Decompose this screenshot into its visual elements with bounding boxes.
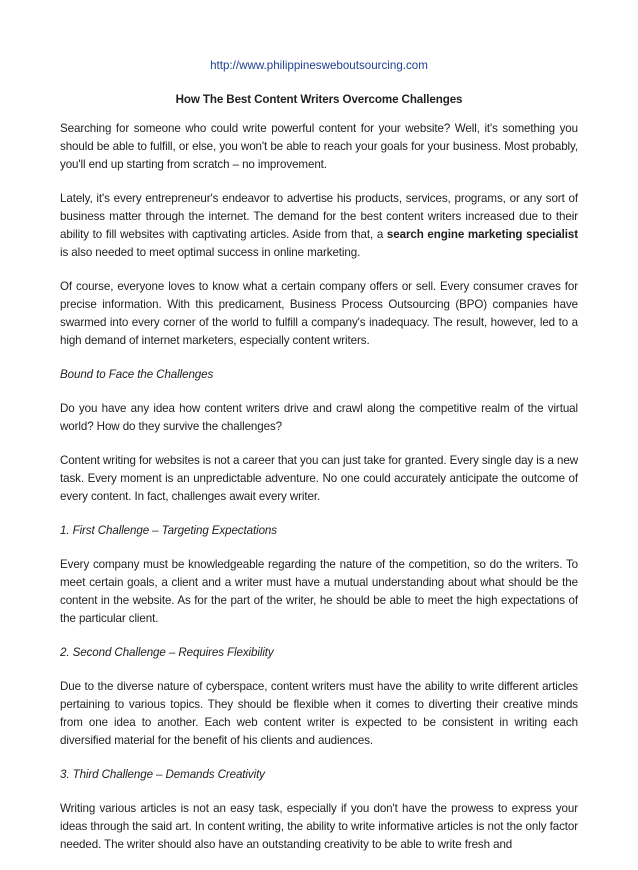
paragraph-intro: Searching for someone who could write powerful content for your website? Well, it's something you should be able to fulfill, or else, you won't be able to reach your goals for your business. Most probably, you'll end up starting from scratch – no improvement. [60, 122, 578, 171]
paragraph-entrepreneur [60, 190, 578, 262]
section-heading-challenges: Bound to Face the Challenges [60, 368, 214, 381]
section-heading-second-challenge: 2. Second Challenge – Requires Flexibility [60, 646, 274, 659]
paragraph-career: Content writing for websites is not a career that you can just take for granted. Every single day is a new task. Every moment is an unpredictable adventure. No one could accurately anticipate the outcome of every content. In fact, challenges await every writer. [60, 454, 578, 503]
article-title: How The Best Content Writers Overcome Challenges [175, 93, 463, 106]
paragraph-second-challenge: Due to the diverse nature of cyberspace, content writers must have the ability to write different articles pertaining to various topics. They should be flexible when it comes to diverting their creative minds from one idea to another. Each web content writer is expected to be consistent in writing each diversified material for the benefit of his clients and audiences. [60, 680, 578, 747]
section-heading-first-challenge: 1. First Challenge – Targeting Expectations [60, 524, 277, 537]
document-content [60, 58, 578, 870]
paragraph-bpo: Of course, everyone loves to know what a certain company offers or sell. Every consumer craves for precise information. With this predicament, Business Process Outsourcing (BPO) companies have swarmed into every corner of the world to fulfill a company's inadequacy. The result, however, led to a high demand of internet marketers, especially content writers. [60, 280, 578, 347]
paragraph-first-challenge: Every company must be knowledgeable regarding the nature of the competition, so do the writers. To meet certain goals, a client and a writer must have a mutual understanding about what should be the content in the website. As for the part of the writer, he should be able to meet the high expectations of the particular client. [60, 558, 578, 625]
paragraph-text: Lately, it's every entrepreneur's endeavor to advertise his products, services, programs, or any sort of business matter through the internet. The demand for the best content writers increased due to their ability to fill websites with captivating articles. Aside from that, a [60, 192, 578, 241]
section-heading-third-challenge: 3. Third Challenge – Demands Creativity [60, 768, 265, 781]
paragraph-third-challenge: Writing various articles is not an easy task, especially if you don't have the prowess to express your ideas through the said art. In content writing, the ability to write informative articles is not the only factor needed. The writer should also have an outstanding creativity to be able to write fresh and [60, 802, 578, 851]
source-url[interactable]: http://www.philippinesweboutsourcing.com [210, 59, 428, 72]
bold-keyword: search engine marketing specialist [386, 228, 578, 241]
paragraph-question: Do you have any idea how content writers drive and crawl along the competitive realm of the virtual world? How do they survive the challenges? [60, 402, 578, 433]
paragraph-text: is also needed to meet optimal success in online marketing. [60, 246, 361, 259]
